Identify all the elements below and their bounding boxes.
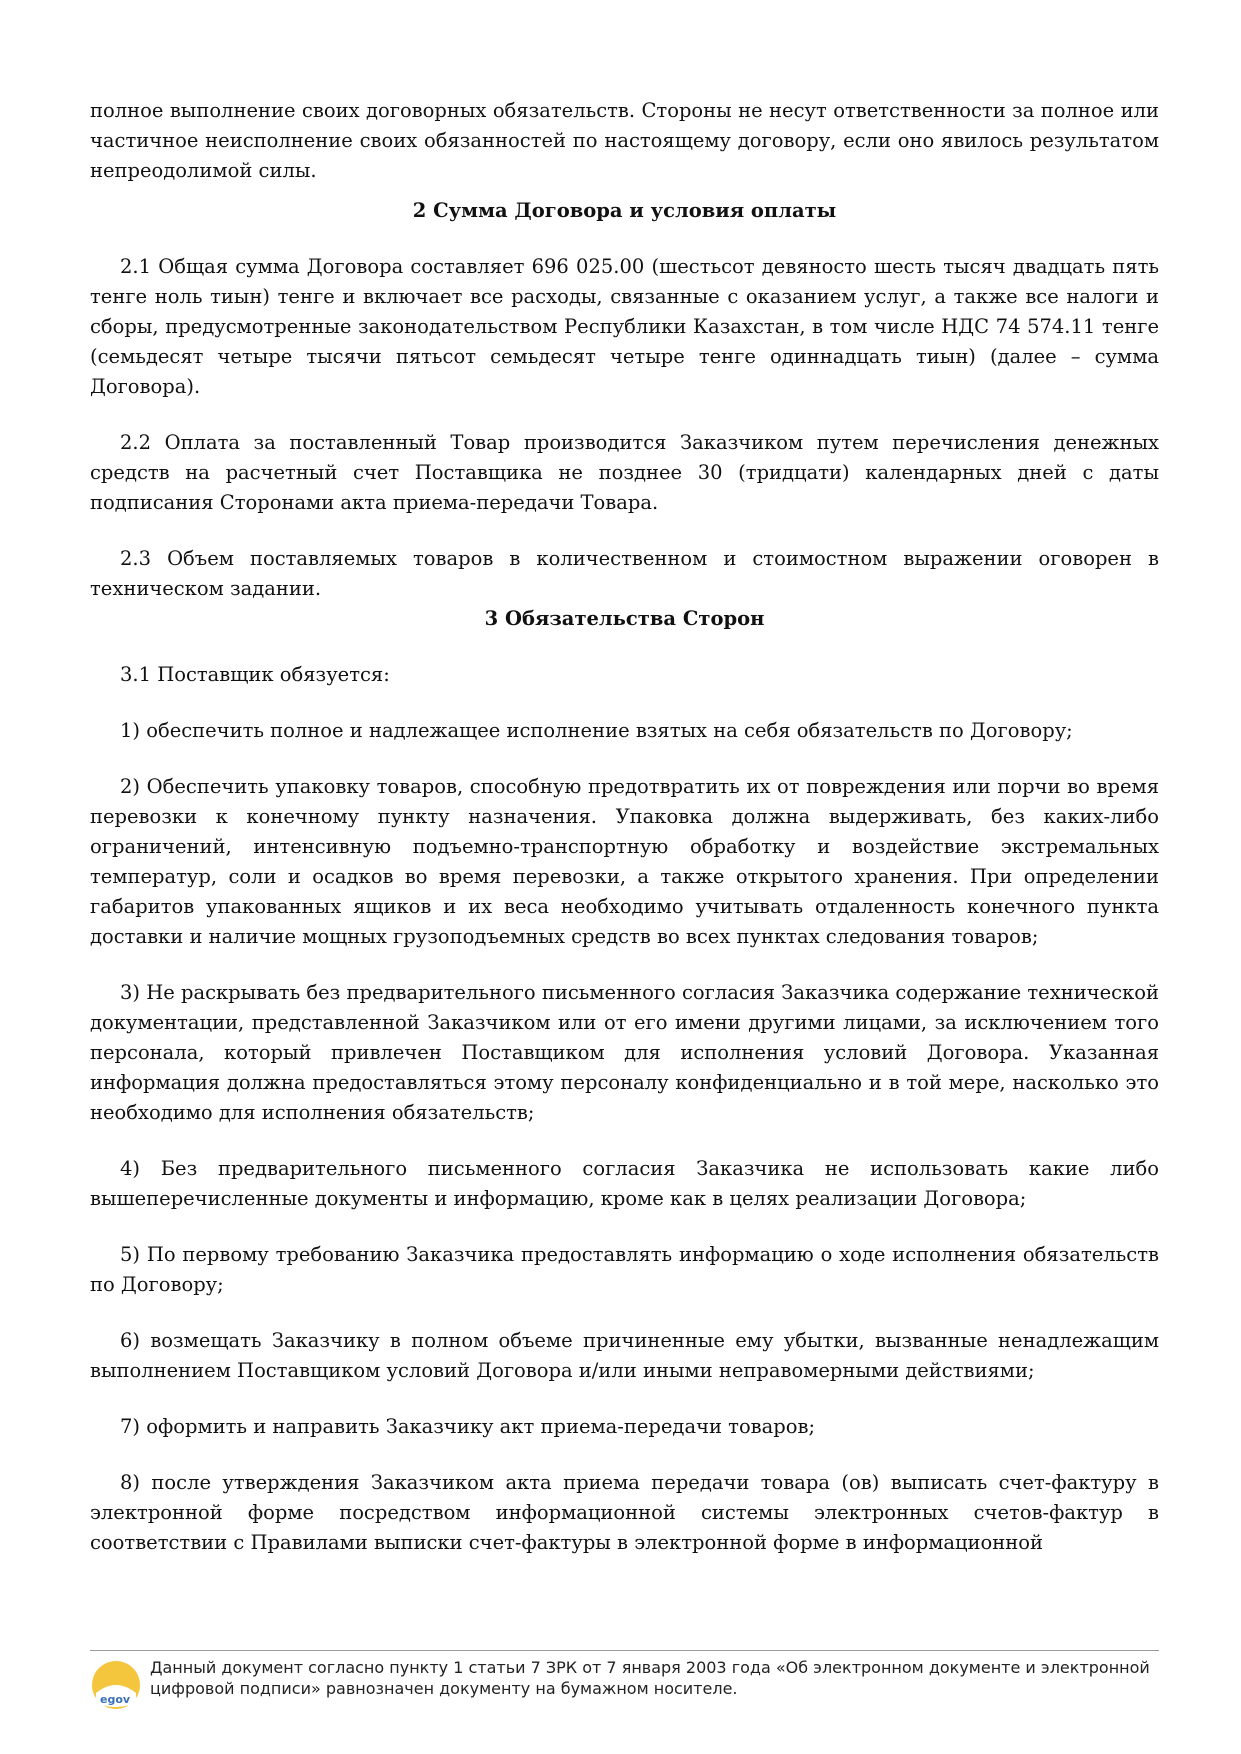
document-body	[90, 96, 1159, 1558]
paragraph-continuation: полное выполнение своих договорных обязательств. Стороны не несут ответственности за полное или частичное неисполнение своих обязанностей по настоящему договору, если оно явилось результатом непреодолимой силы.	[90, 99, 1159, 182]
list-item-5: 5) По первому требованию Заказчика предоставлять информацию о ходе исполнения обязательств по Договору;	[90, 1243, 1159, 1296]
list-item-8: 8) после утверждения Заказчиком акта приема передачи товара (ов) выписать счет-фактуру в электронной форме посредством информационной системы электронных счетов-фактур в соответствии с Правилами выписки счет-фактуры в электронной форме в информационной	[90, 1471, 1159, 1554]
list-item-4: 4) Без предварительного письменного согласия Заказчика не использовать какие либо вышеперечисленные документы и информацию, кроме как в целях реализации Договора;	[90, 1157, 1159, 1210]
clause-3-1: 3.1 Поставщик обязуется:	[120, 663, 390, 686]
seal-text: egov	[100, 1693, 131, 1706]
clause-2-3: 2.3 Объем поставляемых товаров в количественном и стоимостном выражении оговорен в техническом задании.	[90, 547, 1159, 600]
clause-2-1: 2.1 Общая сумма Договора составляет 696 025.00 (шестьсот девяносто шесть тысяч двадцать пять тенге ноль тиын) тенге и включает все расходы, связанные с оказанием услуг, а также все налоги и сборы, предусмотренные законодательством Республики Казахстан, в том числе НДС 74 574.11 тенге (семьдесят четыре тысячи пятьсот семьдесят четыре тенге одиннадцать тиын) (далее – сумма Договора).	[90, 255, 1159, 398]
list-item-3: 3) Не раскрывать без предварительного письменного согласия Заказчика содержание технической документации, представленной Заказчиком или от его имени другими лицами, за исключением того персонала, который привлечен Поставщиком для исполнения условий Договора. Указанная информация должна предоставляться этому персоналу конфиденциально и в той мере, насколько это необходимо для исполнения обязательств;	[90, 981, 1159, 1124]
section-heading-3: 3 Обязательства Сторон	[484, 607, 765, 630]
list-item-2: 2) Обеспечить упаковку товаров, способную предотвратить их от повреждения или порчи во время перевозки к конечному пункту назначения. Упаковка должна выдерживать, без каких-либо ограничений, интенсивную подъемно-транспортную обработку и воздействие экстремальных температур, соли и осадков во время перевозки, а также открытого хранения. При определении габаритов упакованных ящиков и их веса необходимо учитывать отдаленность конечного пункта доставки и наличие мощных грузоподъемных средств во всех пунктах следования товаров;	[90, 775, 1159, 948]
footer-disclaimer: Данный документ согласно пункту 1 статьи 7 ЗРК от 7 января 2003 года «Об электронном документе и электронной цифровой подписи» равнозначен документу на бумажном носителе.	[150, 1658, 1150, 1698]
list-item-7: 7) оформить и направить Заказчику акт приема-передачи товаров;	[120, 1415, 816, 1438]
clause-2-2: 2.2 Оплата за поставленный Товар производится Заказчиком путем перечисления денежных средств на расчетный счет Поставщика не позднее 30 (тридцати) календарных дней с даты подписания Сторонами акта приема-передачи Товара.	[90, 431, 1159, 514]
page-footer	[90, 1650, 1159, 1711]
egov-seal-icon	[90, 1659, 142, 1711]
section-heading-2: 2 Сумма Договора и условия оплаты	[412, 199, 837, 222]
list-item-1: 1) обеспечить полное и надлежащее исполнение взятых на себя обязательств по Договору;	[120, 719, 1073, 742]
list-item-6: 6) возмещать Заказчику в полном объеме причиненные ему убытки, вызванные ненадлежащим выполнением Поставщиком условий Договора и/или иными неправомерными действиями;	[90, 1329, 1159, 1382]
